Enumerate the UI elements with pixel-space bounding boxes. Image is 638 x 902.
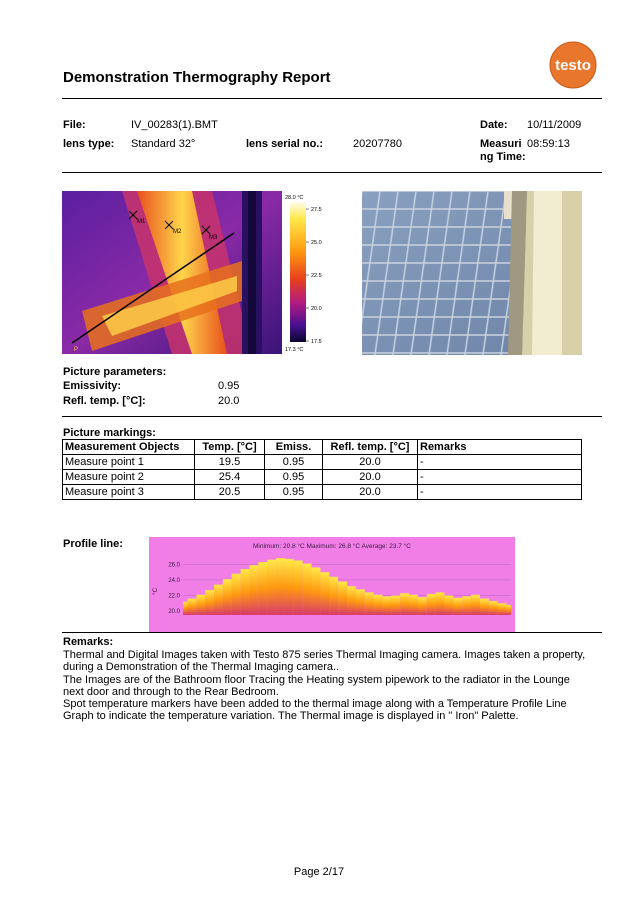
- profile-bar: [303, 564, 312, 615]
- table-cell: Measure point 3: [63, 485, 195, 500]
- y-tick-label: 26.0: [168, 562, 180, 569]
- parameters-rule: [62, 416, 602, 417]
- lens-serial-value: 20207780: [353, 138, 402, 150]
- emissivity-label: Emissivity:: [63, 380, 122, 392]
- table-cell: Measure point 1: [63, 455, 195, 470]
- profile-bar: [374, 595, 383, 615]
- profile-bar: [365, 592, 374, 615]
- profile-start-marker: P: [74, 347, 79, 353]
- profile-bar: [223, 579, 232, 615]
- profile-bar: [232, 574, 241, 615]
- lens-serial-label: lens serial no.:: [246, 138, 324, 150]
- measuring-time-label-2: ng Time:: [480, 151, 526, 163]
- picture-markings-heading: Picture markings:: [63, 427, 156, 439]
- date-label: Date:: [480, 119, 508, 131]
- profile-bar: [445, 596, 454, 615]
- remarks-line: Thermal and Digital Images taken with Testo 875 series Thermal Imaging camera. Images taken a property,: [63, 649, 586, 661]
- remarks-line: The Images are of the Bathroom floor Tracing the Heating system pipework to the radiator in the Lounge: [63, 673, 570, 686]
- svg-text:M3: M3: [209, 235, 218, 241]
- column-header: Measurement Objects: [63, 440, 195, 455]
- svg-text:M1: M1: [137, 219, 146, 225]
- svg-text:M2: M2: [173, 229, 182, 235]
- lens-type-value: Standard 32°: [131, 138, 196, 150]
- lens-type-label: lens type:: [63, 138, 115, 150]
- table-cell: -: [418, 470, 582, 485]
- scale-tick-label: 20.0: [311, 306, 322, 312]
- table-cell: 25.4: [195, 470, 265, 485]
- scale-max-label: 28.0 °C: [285, 195, 304, 201]
- refl-temp-label: Refl. temp. [°C]:: [63, 395, 146, 407]
- profile-bar: [427, 594, 436, 615]
- table-cell: 0.95: [265, 485, 323, 500]
- remarks-line: Graph to indicate the temperature variation. The Thermal image is displayed in " Iron" Palette.: [63, 710, 519, 723]
- profile-rule: [62, 632, 602, 633]
- remarks-body: [63, 649, 603, 723]
- table-cell: 20.0: [323, 485, 418, 500]
- profile-bar: [453, 598, 462, 615]
- file-label: File:: [63, 119, 86, 131]
- table-cell: 19.5: [195, 455, 265, 470]
- profile-bar: [356, 589, 365, 615]
- refl-temp-value: 20.0: [218, 395, 240, 407]
- profile-bar: [382, 596, 391, 615]
- table-header-row: [63, 440, 582, 455]
- remarks-line: during a Demonstration of the Thermal Imaging camera..: [63, 661, 340, 674]
- profile-bar: [196, 595, 205, 615]
- profile-bar: [489, 601, 498, 615]
- profile-stats: Minimum: 20.8 °C Maximum: 26.8 °C Average: 23.7 °C: [253, 543, 411, 550]
- profile-bar: [320, 572, 329, 615]
- profile-bar: [285, 559, 294, 615]
- profile-bar: [480, 599, 489, 615]
- table-cell: 0.95: [265, 455, 323, 470]
- header-rule: [62, 172, 602, 173]
- profile-bar: [241, 569, 250, 615]
- y-tick-label: 20.0: [168, 609, 180, 616]
- title-rule: [62, 98, 602, 99]
- page-number: Page 2/17: [293, 866, 345, 878]
- column-header: Remarks: [418, 440, 582, 455]
- profile-bar: [329, 577, 338, 615]
- scale-tick-label: 25.0: [311, 240, 322, 246]
- profile-bar: [258, 562, 267, 615]
- emissivity-value: 0.95: [218, 380, 240, 392]
- profile-bar: [471, 595, 480, 615]
- profile-bar: [462, 596, 471, 615]
- table-cell: 0.95: [265, 470, 323, 485]
- profile-bar: [409, 595, 418, 615]
- profile-bar: [418, 597, 427, 615]
- column-header: Emiss.: [265, 440, 323, 455]
- thermal-image: [62, 191, 282, 354]
- remarks-line: Spot temperature markers have been added to the thermal image along with a Temperature Profile Line: [63, 698, 567, 711]
- profile-bar: [436, 592, 445, 615]
- scale-tick-label: 17.5: [311, 339, 322, 345]
- temperature-scale: [284, 191, 334, 354]
- profile-chart: [149, 537, 515, 633]
- profile-bar: [498, 603, 507, 615]
- table-cell: -: [418, 485, 582, 500]
- table-row: [63, 455, 582, 470]
- svg-text:testo: testo: [555, 57, 591, 74]
- visual-image: [362, 191, 582, 355]
- remarks-line: next door and through to the Rear Bedroom.: [63, 685, 279, 698]
- table-cell: 20.5: [195, 485, 265, 500]
- table-cell: -: [418, 455, 582, 470]
- profile-bar: [205, 590, 214, 615]
- profile-line-heading: Profile line:: [63, 538, 123, 550]
- scale-min-label: 17.3 °C: [285, 347, 304, 353]
- measuring-time-value: 08:59:13: [527, 138, 570, 150]
- testo-logo: [548, 40, 598, 90]
- column-header: Refl. temp. [°C]: [323, 440, 418, 455]
- measuring-time-label-1: Measuri: [480, 138, 522, 150]
- remarks-heading: Remarks:: [63, 636, 114, 648]
- profile-bar: [507, 605, 511, 615]
- report-title: Demonstration Thermography Report: [63, 69, 331, 86]
- scale-tick-label: 27.5: [311, 207, 322, 213]
- profile-bar: [294, 560, 303, 615]
- column-header: Temp. [°C]: [195, 440, 265, 455]
- profile-bar: [338, 581, 347, 615]
- table-row: [63, 485, 582, 500]
- profile-bar: [276, 558, 285, 615]
- markings-table: [62, 439, 582, 500]
- file-value: IV_00283(1).BMT: [131, 119, 218, 131]
- profile-bar: [267, 560, 276, 615]
- profile-bar: [391, 596, 400, 615]
- y-tick-label: 24.0: [168, 577, 180, 584]
- table-row: [63, 470, 582, 485]
- profile-bar: [187, 599, 196, 615]
- table-cell: 20.0: [323, 455, 418, 470]
- scale-tick-label: 22.5: [311, 273, 322, 279]
- table-cell: Measure point 2: [63, 470, 195, 485]
- profile-bar: [214, 585, 223, 615]
- profile-bar: [347, 586, 356, 615]
- y-tick-label: 22.0: [168, 593, 180, 600]
- table-cell: 20.0: [323, 470, 418, 485]
- profile-bar: [249, 565, 258, 615]
- profile-bar: [312, 567, 321, 615]
- picture-parameters-heading: Picture parameters:: [63, 366, 167, 378]
- profile-bar: [400, 593, 409, 615]
- date-value: 10/11/2009: [527, 119, 582, 131]
- profile-unit-label: °C: [152, 587, 159, 595]
